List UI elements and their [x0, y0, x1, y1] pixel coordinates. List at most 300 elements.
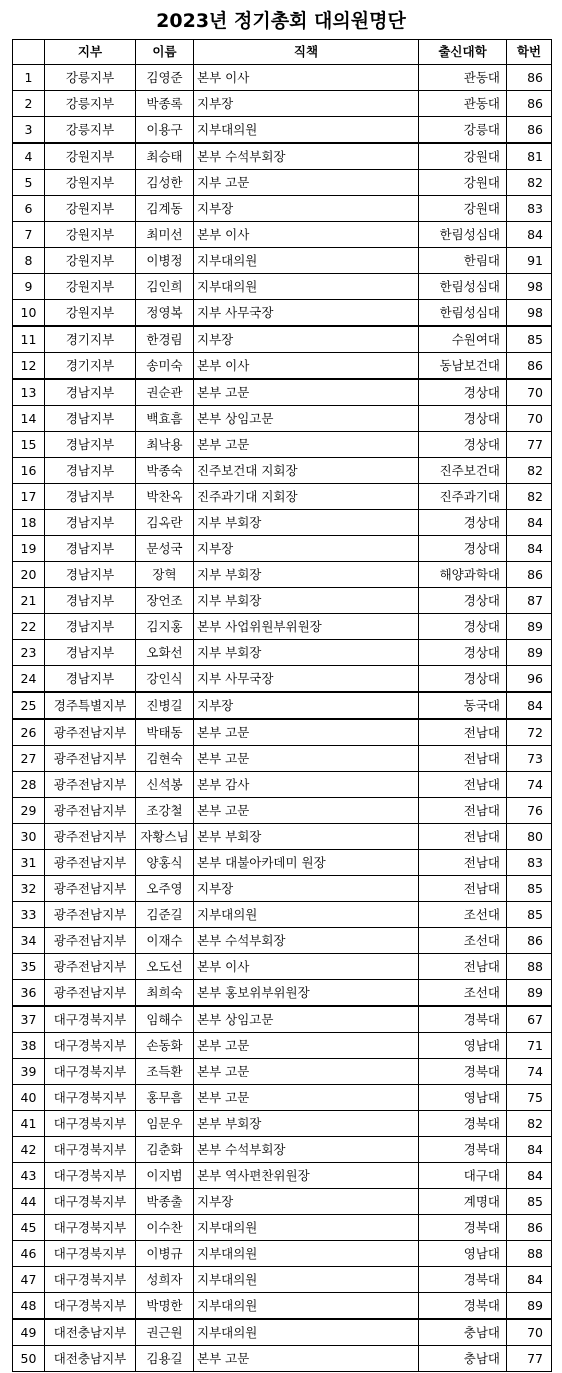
name-cell: 홍무흠	[136, 1085, 194, 1111]
branch-cell: 강릉지부	[45, 65, 136, 91]
branch-cell: 광주전남지부	[45, 980, 136, 1007]
university-cell: 경상대	[419, 536, 507, 562]
branch-cell: 광주전남지부	[45, 746, 136, 772]
position-cell: 본부 수석부회장	[194, 143, 419, 170]
university-cell: 경상대	[419, 379, 507, 406]
table-row	[13, 902, 552, 928]
row-number: 36	[13, 980, 45, 1007]
table-row	[13, 719, 552, 746]
university-cell: 동국대	[419, 692, 507, 719]
branch-cell: 경기지부	[45, 353, 136, 380]
row-number: 41	[13, 1111, 45, 1137]
name-cell: 김옥란	[136, 510, 194, 536]
table-body	[13, 65, 552, 1372]
university-cell: 경상대	[419, 640, 507, 666]
position-cell: 지부장	[194, 536, 419, 562]
year-cell: 87	[507, 588, 552, 614]
row-number: 46	[13, 1241, 45, 1267]
table-row	[13, 1085, 552, 1111]
table-row	[13, 824, 552, 850]
row-number: 47	[13, 1267, 45, 1293]
name-cell: 임해수	[136, 1006, 194, 1033]
branch-cell: 대구경북지부	[45, 1059, 136, 1085]
university-cell: 진주과기대	[419, 484, 507, 510]
name-cell: 정영복	[136, 300, 194, 327]
year-cell: 91	[507, 248, 552, 274]
row-number: 8	[13, 248, 45, 274]
name-cell: 박찬옥	[136, 484, 194, 510]
year-cell: 82	[507, 458, 552, 484]
year-cell: 84	[507, 1267, 552, 1293]
table-row	[13, 91, 552, 117]
row-number: 17	[13, 484, 45, 510]
year-cell: 88	[507, 1241, 552, 1267]
university-cell: 영남대	[419, 1241, 507, 1267]
university-cell: 동남보건대	[419, 353, 507, 380]
branch-cell: 강원지부	[45, 300, 136, 327]
year-cell: 80	[507, 824, 552, 850]
year-cell: 85	[507, 326, 552, 353]
row-number: 25	[13, 692, 45, 719]
table-row	[13, 222, 552, 248]
year-cell: 86	[507, 91, 552, 117]
table-row	[13, 432, 552, 458]
branch-cell: 광주전남지부	[45, 850, 136, 876]
branch-cell: 경남지부	[45, 562, 136, 588]
branch-cell: 경남지부	[45, 536, 136, 562]
table-header-row	[13, 40, 552, 65]
name-cell: 조득환	[136, 1059, 194, 1085]
row-number: 27	[13, 746, 45, 772]
position-cell: 본부 부회장	[194, 1111, 419, 1137]
row-number: 42	[13, 1137, 45, 1163]
name-cell: 권근원	[136, 1319, 194, 1346]
column-header-university: 출신대학	[419, 40, 507, 65]
branch-cell: 광주전남지부	[45, 798, 136, 824]
name-cell: 김지홍	[136, 614, 194, 640]
row-number: 37	[13, 1006, 45, 1033]
year-cell: 77	[507, 1346, 552, 1372]
year-cell: 98	[507, 300, 552, 327]
university-cell: 해양과학대	[419, 562, 507, 588]
year-cell: 83	[507, 196, 552, 222]
row-number: 29	[13, 798, 45, 824]
table-row	[13, 1346, 552, 1372]
table-row	[13, 274, 552, 300]
branch-cell: 경남지부	[45, 588, 136, 614]
row-number: 44	[13, 1189, 45, 1215]
university-cell: 충남대	[419, 1319, 507, 1346]
name-cell: 오화선	[136, 640, 194, 666]
year-cell: 70	[507, 406, 552, 432]
year-cell: 82	[507, 1111, 552, 1137]
table-row	[13, 510, 552, 536]
position-cell: 지부장	[194, 692, 419, 719]
name-cell: 최미선	[136, 222, 194, 248]
row-number: 16	[13, 458, 45, 484]
row-number: 23	[13, 640, 45, 666]
row-number: 18	[13, 510, 45, 536]
university-cell: 조선대	[419, 980, 507, 1007]
table-row	[13, 640, 552, 666]
position-cell: 지부 부회장	[194, 562, 419, 588]
position-cell: 진주보건대 지회장	[194, 458, 419, 484]
row-number: 19	[13, 536, 45, 562]
year-cell: 74	[507, 772, 552, 798]
name-cell: 김계동	[136, 196, 194, 222]
university-cell: 영남대	[419, 1085, 507, 1111]
table-row	[13, 588, 552, 614]
row-number: 12	[13, 353, 45, 380]
position-cell: 본부 고문	[194, 1085, 419, 1111]
position-cell: 지부대의원	[194, 1293, 419, 1320]
university-cell: 경상대	[419, 588, 507, 614]
name-cell: 이재수	[136, 928, 194, 954]
position-cell: 지부 부회장	[194, 588, 419, 614]
row-number: 34	[13, 928, 45, 954]
position-cell: 본부 이사	[194, 954, 419, 980]
year-cell: 70	[507, 1319, 552, 1346]
table-row	[13, 1006, 552, 1033]
row-number: 48	[13, 1293, 45, 1320]
table-row	[13, 746, 552, 772]
year-cell: 70	[507, 379, 552, 406]
branch-cell: 대구경북지부	[45, 1085, 136, 1111]
year-cell: 86	[507, 1215, 552, 1241]
position-cell: 본부 감사	[194, 772, 419, 798]
table-row	[13, 666, 552, 693]
name-cell: 오주영	[136, 876, 194, 902]
position-cell: 본부 상임고문	[194, 406, 419, 432]
name-cell: 김영준	[136, 65, 194, 91]
university-cell: 전남대	[419, 850, 507, 876]
name-cell: 양홍식	[136, 850, 194, 876]
name-cell: 이병정	[136, 248, 194, 274]
name-cell: 장혁	[136, 562, 194, 588]
table-row	[13, 170, 552, 196]
table-row	[13, 850, 552, 876]
name-cell: 김춘화	[136, 1137, 194, 1163]
row-number: 26	[13, 719, 45, 746]
university-cell: 전남대	[419, 954, 507, 980]
branch-cell: 강원지부	[45, 143, 136, 170]
table-row	[13, 353, 552, 380]
year-cell: 86	[507, 562, 552, 588]
position-cell: 지부 사무국장	[194, 300, 419, 327]
position-cell: 지부장	[194, 196, 419, 222]
name-cell: 신석봉	[136, 772, 194, 798]
position-cell: 지부 부회장	[194, 510, 419, 536]
name-cell: 최낙용	[136, 432, 194, 458]
year-cell: 74	[507, 1059, 552, 1085]
university-cell: 경상대	[419, 406, 507, 432]
table-row	[13, 1215, 552, 1241]
branch-cell: 광주전남지부	[45, 928, 136, 954]
position-cell: 지부장	[194, 876, 419, 902]
table-row	[13, 484, 552, 510]
university-cell: 경상대	[419, 666, 507, 693]
row-number: 2	[13, 91, 45, 117]
position-cell: 본부 고문	[194, 379, 419, 406]
row-number: 1	[13, 65, 45, 91]
branch-cell: 대전충남지부	[45, 1319, 136, 1346]
row-number: 4	[13, 143, 45, 170]
branch-cell: 강원지부	[45, 196, 136, 222]
year-cell: 84	[507, 692, 552, 719]
year-cell: 84	[507, 536, 552, 562]
university-cell: 한림성심대	[419, 222, 507, 248]
table-row	[13, 1059, 552, 1085]
name-cell: 최희숙	[136, 980, 194, 1007]
position-cell: 본부 홍보위부위원장	[194, 980, 419, 1007]
branch-cell: 대구경북지부	[45, 1137, 136, 1163]
table-row	[13, 406, 552, 432]
university-cell: 진주보건대	[419, 458, 507, 484]
branch-cell: 광주전남지부	[45, 772, 136, 798]
year-cell: 86	[507, 353, 552, 380]
position-cell: 본부 고문	[194, 746, 419, 772]
table-row	[13, 928, 552, 954]
university-cell: 관동대	[419, 65, 507, 91]
university-cell: 한림대	[419, 248, 507, 274]
branch-cell: 경주특별지부	[45, 692, 136, 719]
name-cell: 손동화	[136, 1033, 194, 1059]
row-number: 40	[13, 1085, 45, 1111]
table-row	[13, 1111, 552, 1137]
table-row	[13, 117, 552, 144]
name-cell: 이수찬	[136, 1215, 194, 1241]
position-cell: 본부 고문	[194, 798, 419, 824]
branch-cell: 대구경북지부	[45, 1241, 136, 1267]
row-number: 49	[13, 1319, 45, 1346]
name-cell: 진병길	[136, 692, 194, 719]
table-row	[13, 1137, 552, 1163]
university-cell: 경북대	[419, 1293, 507, 1320]
table-row	[13, 1189, 552, 1215]
branch-cell: 대구경북지부	[45, 1111, 136, 1137]
branch-cell: 강원지부	[45, 274, 136, 300]
row-number: 14	[13, 406, 45, 432]
column-header-position: 직책	[194, 40, 419, 65]
year-cell: 84	[507, 1163, 552, 1189]
university-cell: 한림성심대	[419, 300, 507, 327]
year-cell: 88	[507, 954, 552, 980]
name-cell: 장언조	[136, 588, 194, 614]
branch-cell: 광주전남지부	[45, 902, 136, 928]
branch-cell: 광주전남지부	[45, 824, 136, 850]
name-cell: 이지범	[136, 1163, 194, 1189]
name-cell: 박종출	[136, 1189, 194, 1215]
table-row	[13, 1267, 552, 1293]
row-number: 20	[13, 562, 45, 588]
row-number: 11	[13, 326, 45, 353]
name-cell: 오도선	[136, 954, 194, 980]
year-cell: 76	[507, 798, 552, 824]
year-cell: 89	[507, 614, 552, 640]
name-cell: 임문우	[136, 1111, 194, 1137]
year-cell: 71	[507, 1033, 552, 1059]
university-cell: 강원대	[419, 196, 507, 222]
position-cell: 본부 고문	[194, 432, 419, 458]
branch-cell: 강원지부	[45, 222, 136, 248]
position-cell: 본부 사업위원부위원장	[194, 614, 419, 640]
position-cell: 지부장	[194, 91, 419, 117]
table-row	[13, 876, 552, 902]
row-number: 6	[13, 196, 45, 222]
university-cell: 경북대	[419, 1006, 507, 1033]
branch-cell: 광주전남지부	[45, 954, 136, 980]
year-cell: 72	[507, 719, 552, 746]
branch-cell: 경남지부	[45, 458, 136, 484]
row-number: 50	[13, 1346, 45, 1372]
name-cell: 김용길	[136, 1346, 194, 1372]
table-row	[13, 65, 552, 91]
university-cell: 전남대	[419, 772, 507, 798]
row-number: 45	[13, 1215, 45, 1241]
branch-cell: 광주전남지부	[45, 876, 136, 902]
university-cell: 전남대	[419, 824, 507, 850]
name-cell: 김준길	[136, 902, 194, 928]
row-number: 43	[13, 1163, 45, 1189]
year-cell: 89	[507, 980, 552, 1007]
table-row	[13, 1319, 552, 1346]
name-cell: 성희자	[136, 1267, 194, 1293]
table-row	[13, 458, 552, 484]
position-cell: 지부대의원	[194, 1241, 419, 1267]
table-row	[13, 1293, 552, 1320]
position-cell: 본부 이사	[194, 222, 419, 248]
branch-cell: 대구경북지부	[45, 1163, 136, 1189]
table-row	[13, 196, 552, 222]
university-cell: 전남대	[419, 876, 507, 902]
position-cell: 지부대의원	[194, 248, 419, 274]
branch-cell: 대구경북지부	[45, 1033, 136, 1059]
branch-cell: 강릉지부	[45, 117, 136, 144]
branch-cell: 경남지부	[45, 406, 136, 432]
position-cell: 본부 고문	[194, 719, 419, 746]
position-cell: 본부 이사	[194, 353, 419, 380]
position-cell: 본부 대불아카데미 원장	[194, 850, 419, 876]
row-number: 31	[13, 850, 45, 876]
university-cell: 경북대	[419, 1215, 507, 1241]
year-cell: 67	[507, 1006, 552, 1033]
row-number: 3	[13, 117, 45, 144]
university-cell: 경상대	[419, 432, 507, 458]
table-row	[13, 614, 552, 640]
position-cell: 본부 수석부회장	[194, 1137, 419, 1163]
name-cell: 김현숙	[136, 746, 194, 772]
university-cell: 전남대	[419, 798, 507, 824]
table-row	[13, 798, 552, 824]
year-cell: 98	[507, 274, 552, 300]
position-cell: 지부대의원	[194, 117, 419, 144]
row-number: 7	[13, 222, 45, 248]
table-row	[13, 954, 552, 980]
branch-cell: 대구경북지부	[45, 1293, 136, 1320]
table-row	[13, 536, 552, 562]
table-row	[13, 300, 552, 327]
row-number: 10	[13, 300, 45, 327]
university-cell: 경북대	[419, 1059, 507, 1085]
year-cell: 86	[507, 928, 552, 954]
university-cell: 경상대	[419, 510, 507, 536]
row-number: 39	[13, 1059, 45, 1085]
column-header-year: 학번	[507, 40, 552, 65]
branch-cell: 경남지부	[45, 666, 136, 693]
branch-cell: 경남지부	[45, 614, 136, 640]
row-number: 32	[13, 876, 45, 902]
page-title: 2023년 정기총회 대의원명단	[156, 10, 406, 32]
table-row	[13, 143, 552, 170]
university-cell: 충남대	[419, 1346, 507, 1372]
university-cell: 한림성심대	[419, 274, 507, 300]
year-cell: 82	[507, 170, 552, 196]
year-cell: 83	[507, 850, 552, 876]
position-cell: 지부 사무국장	[194, 666, 419, 693]
position-cell: 지부대의원	[194, 1267, 419, 1293]
position-cell: 지부 부회장	[194, 640, 419, 666]
position-cell: 본부 역사편찬위원장	[194, 1163, 419, 1189]
position-cell: 본부 부회장	[194, 824, 419, 850]
position-cell: 본부 상임고문	[194, 1006, 419, 1033]
branch-cell: 경남지부	[45, 432, 136, 458]
position-cell: 진주과기대 지회장	[194, 484, 419, 510]
year-cell: 84	[507, 510, 552, 536]
university-cell: 경북대	[419, 1267, 507, 1293]
table-row	[13, 980, 552, 1007]
row-number: 24	[13, 666, 45, 693]
branch-cell: 강릉지부	[45, 91, 136, 117]
table-row	[13, 1163, 552, 1189]
branch-cell: 경남지부	[45, 640, 136, 666]
year-cell: 77	[507, 432, 552, 458]
row-number: 28	[13, 772, 45, 798]
row-number: 38	[13, 1033, 45, 1059]
name-cell: 김성한	[136, 170, 194, 196]
position-cell: 지부대의원	[194, 1319, 419, 1346]
university-cell: 수원여대	[419, 326, 507, 353]
university-cell: 강릉대	[419, 117, 507, 144]
year-cell: 81	[507, 143, 552, 170]
university-cell: 관동대	[419, 91, 507, 117]
branch-cell: 경기지부	[45, 326, 136, 353]
row-number: 35	[13, 954, 45, 980]
row-number: 21	[13, 588, 45, 614]
delegate-table	[12, 39, 552, 1372]
position-cell: 지부장	[194, 1189, 419, 1215]
position-cell: 지부장	[194, 326, 419, 353]
year-cell: 85	[507, 902, 552, 928]
name-cell: 최승태	[136, 143, 194, 170]
row-number: 33	[13, 902, 45, 928]
year-cell: 86	[507, 117, 552, 144]
university-cell: 전남대	[419, 719, 507, 746]
row-number: 13	[13, 379, 45, 406]
year-cell: 84	[507, 222, 552, 248]
position-cell: 본부 이사	[194, 65, 419, 91]
name-cell: 권순관	[136, 379, 194, 406]
row-number: 5	[13, 170, 45, 196]
position-cell: 본부 고문	[194, 1033, 419, 1059]
year-cell: 96	[507, 666, 552, 693]
branch-cell: 대전충남지부	[45, 1346, 136, 1372]
year-cell: 86	[507, 65, 552, 91]
row-number: 22	[13, 614, 45, 640]
column-header-branch: 지부	[45, 40, 136, 65]
year-cell: 84	[507, 1137, 552, 1163]
position-cell: 지부대의원	[194, 902, 419, 928]
name-cell: 이용구	[136, 117, 194, 144]
